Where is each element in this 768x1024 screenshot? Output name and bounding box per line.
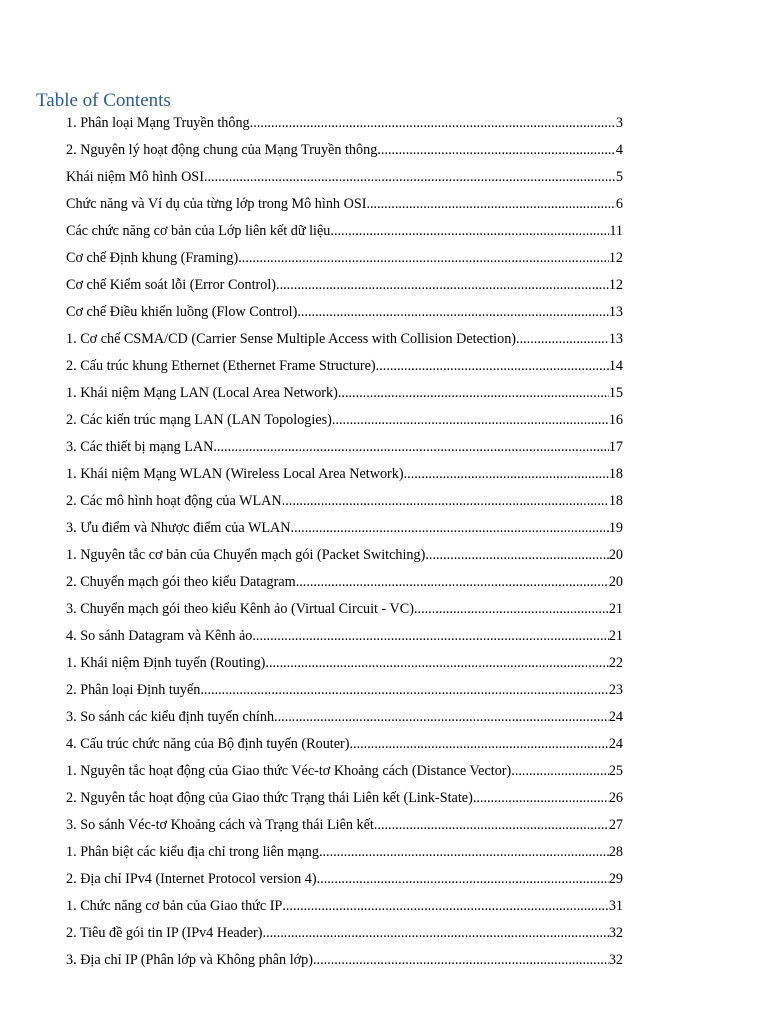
toc-entry-text: 1. Khái niệm Định tuyến (Routing): [66, 655, 266, 671]
toc-page-number: 6: [615, 196, 623, 212]
toc-page-number: 14: [608, 358, 623, 374]
toc-dot-leader: [204, 168, 616, 186]
toc-dot-leader: [338, 384, 609, 402]
toc-page-number: 16: [608, 412, 623, 428]
toc-entry[interactable]: [66, 681, 623, 708]
toc-dot-leader: [250, 114, 616, 132]
toc-page-number: 21: [608, 628, 623, 644]
toc-page-number: 13: [608, 304, 623, 320]
toc-entry[interactable]: [66, 897, 623, 924]
toc-page-number: 11: [609, 223, 623, 239]
toc-entry-text: 2. Cấu trúc khung Ethernet (Ethernet Frame Structure): [66, 358, 376, 374]
toc-dot-leader: [238, 249, 609, 267]
toc-entry[interactable]: [66, 735, 623, 762]
toc-entry-text: 3. Các thiết bị mạng LAN: [66, 439, 214, 455]
toc-page-number: 32: [608, 925, 623, 941]
toc-entry[interactable]: [66, 924, 623, 951]
toc-dot-leader: [414, 600, 609, 618]
toc-page-number: 21: [608, 601, 623, 617]
toc-page-number: 12: [608, 250, 623, 266]
toc-entry-text: 1. Chức năng cơ bản của Giao thức IP: [66, 898, 283, 914]
toc-entry-text: 2. Các kiến trúc mạng LAN (LAN Topologies): [66, 412, 332, 428]
toc-entry[interactable]: [66, 654, 623, 681]
toc-page-number: 20: [608, 574, 623, 590]
toc-entry-text: 2. Các mô hình hoạt động của WLAN: [66, 493, 282, 509]
toc-dot-leader: [376, 357, 609, 375]
toc-page-number: 20: [608, 547, 623, 563]
toc-entry-text: 2. Tiêu đề gói tin IP (IPv4 Header): [66, 925, 263, 941]
toc-page-number: 32: [608, 952, 623, 968]
toc-entry[interactable]: [66, 600, 623, 627]
toc-page-number: 22: [608, 655, 623, 671]
toc-entry[interactable]: [66, 546, 623, 573]
toc-entry[interactable]: [66, 492, 623, 519]
toc-entry[interactable]: [66, 384, 623, 411]
toc-entry[interactable]: [66, 789, 623, 816]
toc-page-number: 29: [608, 871, 623, 887]
toc-dot-leader: [332, 411, 609, 429]
toc-list: [66, 114, 623, 978]
toc-dot-leader: [252, 627, 608, 645]
toc-page-number: 24: [608, 736, 623, 752]
toc-dot-leader: [265, 654, 608, 672]
toc-page-number: 5: [615, 169, 623, 185]
toc-dot-leader: [263, 924, 609, 942]
toc-entry-text: Cơ chế Định khung (Framing): [66, 250, 239, 266]
toc-page-number: 24: [608, 709, 623, 725]
toc-entry[interactable]: [66, 519, 623, 546]
toc-entry-text: Cơ chế Điều khiển luồng (Flow Control): [66, 304, 298, 320]
toc-entry[interactable]: [66, 114, 623, 141]
toc-page-number: 26: [608, 790, 623, 806]
toc-title: Table of Contents: [36, 90, 171, 111]
toc-entry[interactable]: [66, 330, 623, 357]
toc-entry-text: 2. Phân loại Định tuyến: [66, 682, 201, 698]
toc-entry-text: 1. Cơ chế CSMA/CD (Carrier Sense Multiple Access with Collision Detection): [66, 331, 517, 347]
toc-page-number: 31: [608, 898, 623, 914]
toc-dot-leader: [296, 573, 609, 591]
toc-entry-text: Khái niệm Mô hình OSI: [66, 169, 204, 185]
toc-entry-text: 1. Nguyên tắc cơ bản của Chuyển mạch gói (Packet Switching): [66, 547, 426, 563]
toc-entry-text: 1. Phân biệt các kiểu địa chỉ trong liên mạng: [66, 844, 319, 860]
toc-dot-leader: [213, 438, 608, 456]
toc-dot-leader: [297, 303, 608, 321]
toc-entry[interactable]: [66, 465, 623, 492]
toc-entry[interactable]: [66, 249, 623, 276]
toc-dot-leader: [282, 897, 608, 915]
toc-entry[interactable]: [66, 357, 623, 384]
toc-page-number: 28: [608, 844, 623, 860]
toc-page-number: 23: [608, 682, 623, 698]
toc-page-number: 27: [608, 817, 623, 833]
toc-dot-leader: [473, 789, 609, 807]
toc-entry-text: 2. Nguyên lý hoạt động chung của Mạng Truyền thông: [66, 142, 378, 158]
toc-dot-leader: [425, 546, 608, 564]
toc-entry[interactable]: [66, 573, 623, 600]
toc-entry-text: 4. Cấu trúc chức năng của Bộ định tuyến (Router): [66, 736, 350, 752]
toc-entry[interactable]: [66, 411, 623, 438]
toc-dot-leader: [319, 843, 609, 861]
toc-entry-text: Cơ chế Kiểm soát lỗi (Error Control): [66, 277, 277, 293]
toc-page-number: 18: [608, 466, 623, 482]
toc-dot-leader: [317, 870, 609, 888]
toc-page-number: 15: [608, 385, 623, 401]
toc-dot-leader: [276, 276, 609, 294]
toc-dot-leader: [374, 816, 609, 834]
toc-entry-text: Chức năng và Ví dụ của từng lớp trong Mô hình OSI: [66, 196, 367, 212]
toc-entry-text: Các chức năng cơ bản của Lớp liên kết dữ liệu: [66, 223, 331, 239]
toc-entry[interactable]: [66, 276, 623, 303]
toc-dot-leader: [349, 735, 608, 753]
toc-dot-leader: [200, 681, 608, 699]
toc-entry[interactable]: [66, 303, 623, 330]
toc-entry[interactable]: [66, 438, 623, 465]
toc-page-number: 12: [608, 277, 623, 293]
toc-page-number: 13: [608, 331, 623, 347]
toc-entry-text: 3. Chuyển mạch gói theo kiểu Kênh ảo (Virtual Circuit - VC): [66, 601, 414, 617]
toc-entry[interactable]: [66, 222, 623, 249]
toc-page-number: 19: [608, 520, 623, 536]
toc-entry-text: 3. So sánh Véc-tơ Khoảng cách và Trạng thái Liên kết: [66, 817, 374, 833]
toc-dot-leader: [516, 330, 609, 348]
toc-entry-text: 1. Khái niệm Mạng LAN (Local Area Network): [66, 385, 338, 401]
toc-page-number: 18: [608, 493, 623, 509]
toc-dot-leader: [330, 222, 609, 240]
toc-entry[interactable]: [66, 168, 623, 195]
toc-entry[interactable]: [66, 195, 623, 222]
toc-page-number: 25: [608, 763, 623, 779]
toc-entry-text: 4. So sánh Datagram và Kênh ảo: [66, 628, 253, 644]
toc-entry[interactable]: [66, 951, 623, 978]
toc-entry-text: 1. Nguyên tắc hoạt động của Giao thức Véc-tơ Khoảng cách (Distance Vector): [66, 763, 512, 779]
toc-dot-leader: [291, 519, 609, 537]
toc-entry[interactable]: [66, 762, 623, 789]
toc-dot-leader: [366, 195, 615, 213]
toc-entry[interactable]: [66, 870, 623, 897]
toc-entry[interactable]: [66, 627, 623, 654]
toc-entry[interactable]: [66, 843, 623, 870]
toc-dot-leader: [313, 951, 609, 969]
toc-dot-leader: [282, 492, 609, 510]
toc-entry-text: 3. So sánh các kiểu định tuyến chính: [66, 709, 275, 725]
toc-page-number: 17: [608, 439, 623, 455]
toc-entry-text: 1. Phân loại Mạng Truyền thông: [66, 115, 250, 131]
toc-entry-text: 2. Nguyên tắc hoạt động của Giao thức Trạng thái Liên kết (Link-State): [66, 790, 473, 806]
toc-page-number: 4: [615, 142, 623, 158]
toc-entry-text: 2. Địa chỉ IPv4 (Internet Protocol version 4): [66, 871, 317, 887]
toc-entry-text: 2. Chuyển mạch gói theo kiểu Datagram: [66, 574, 296, 590]
toc-dot-leader: [274, 708, 609, 726]
toc-entry[interactable]: [66, 816, 623, 843]
toc-page-number: 3: [615, 115, 623, 131]
toc-dot-leader: [511, 762, 609, 780]
toc-entry-text: 1. Khái niệm Mạng WLAN (Wireless Local Area Network): [66, 466, 404, 482]
toc-entry[interactable]: [66, 708, 623, 735]
toc-dot-leader: [377, 141, 616, 159]
toc-dot-leader: [404, 465, 609, 483]
toc-entry-text: 3. Địa chỉ IP (Phân lớp và Không phân lớp): [66, 952, 313, 968]
toc-entry[interactable]: [66, 141, 623, 168]
toc-entry-text: 3. Ưu điểm và Nhược điểm của WLAN: [66, 520, 291, 536]
